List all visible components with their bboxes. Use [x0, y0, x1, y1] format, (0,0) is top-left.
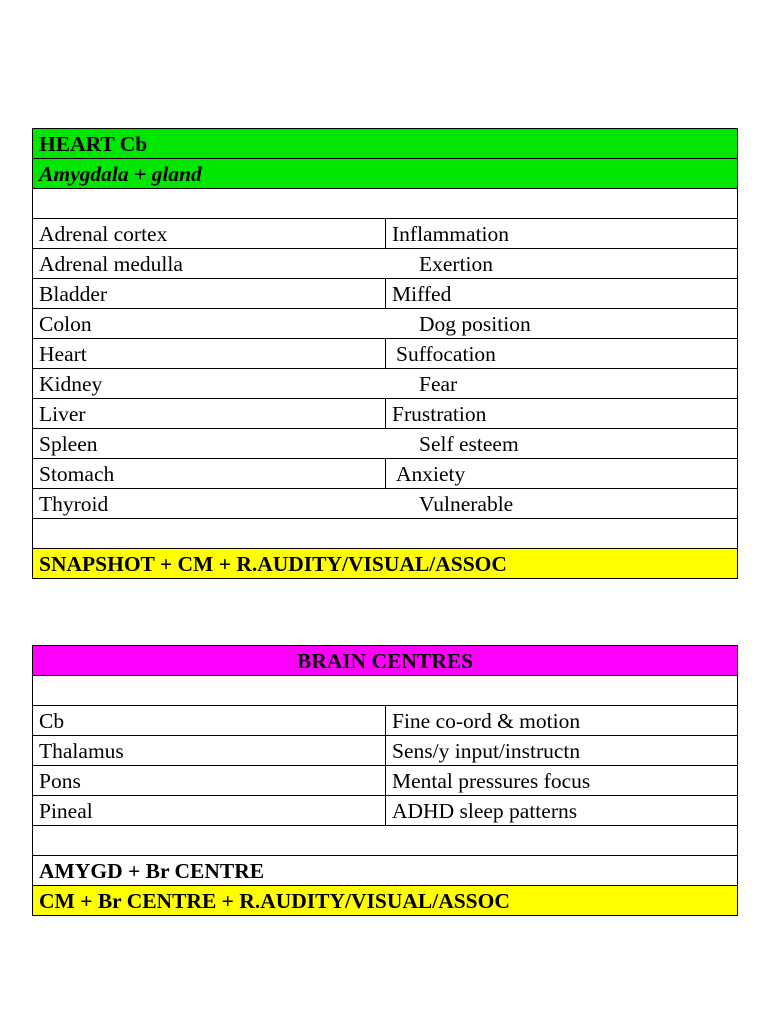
organ-cell: Kidney: [39, 371, 103, 396]
table-subheader: [33, 159, 737, 189]
table-row: [33, 706, 737, 736]
table-row: [33, 399, 737, 429]
function-cell: Sens/y input/instructn: [385, 736, 737, 765]
centre-cell: Pineal: [39, 798, 93, 823]
table-title: HEART Cb: [39, 131, 148, 156]
organ-cell: Stomach: [39, 461, 115, 486]
centre-cell: Pons: [39, 768, 81, 793]
table-row: [33, 459, 737, 489]
emotion-cell: Inflammation: [385, 219, 737, 248]
emotion-cell: Vulnerable: [419, 491, 514, 516]
emotion-cell: Self esteem: [419, 431, 519, 456]
table-row: [33, 219, 737, 249]
table-footer: [33, 856, 737, 886]
table-header: [33, 129, 737, 159]
centre-cell: Cb: [39, 708, 65, 733]
table-row: [33, 339, 737, 369]
footer-text: SNAPSHOT + CM + R.AUDITY/VISUAL/ASSOC: [39, 551, 507, 576]
emotion-cell: Miffed: [385, 279, 737, 308]
function-cell: ADHD sleep patterns: [385, 796, 737, 825]
table-footer-highlight: [33, 886, 737, 916]
emotion-cell: Fear: [419, 371, 458, 396]
emotion-cell: Exertion: [419, 251, 494, 276]
organ-cell: Adrenal medulla: [39, 251, 183, 276]
empty-row: [33, 676, 737, 706]
organ-cell: Bladder: [39, 281, 108, 306]
function-cell: Mental pressures focus: [385, 766, 737, 795]
empty-row: [33, 189, 737, 219]
table-title: BRAIN CENTRES: [296, 648, 474, 673]
emotion-cell: Suffocation: [385, 339, 737, 368]
footer-text: AMYGD + Br CENTRE: [39, 858, 265, 883]
empty-row: [33, 519, 737, 549]
table-row: [33, 279, 737, 309]
footer-text: CM + Br CENTRE + R.AUDITY/VISUAL/ASSOC: [39, 888, 510, 913]
table-row: [33, 249, 737, 279]
organ-cell: Adrenal cortex: [39, 221, 168, 246]
table-row: [33, 766, 737, 796]
emotion-cell: Dog position: [419, 311, 531, 336]
function-cell: Fine co-ord & motion: [385, 706, 737, 735]
brain-centres-table: [32, 645, 738, 916]
table-row: [33, 736, 737, 766]
organ-cell: Spleen: [39, 431, 98, 456]
table-header: [33, 646, 737, 676]
table-row: [33, 489, 737, 519]
emotion-cell: Frustration: [385, 399, 737, 428]
table-row: [33, 369, 737, 399]
table-row: [33, 796, 737, 826]
organ-cell: Colon: [39, 311, 92, 336]
organ-cell: Heart: [39, 341, 87, 366]
emotion-cell: Anxiety: [385, 459, 737, 488]
organ-cell: Liver: [39, 401, 86, 426]
centre-cell: Thalamus: [39, 738, 124, 763]
empty-row: [33, 826, 737, 856]
table-subtitle: Amygdala + gland: [39, 161, 202, 186]
organ-cell: Thyroid: [39, 491, 109, 516]
table-footer: [33, 549, 737, 579]
heart-cb-table: [32, 128, 738, 579]
table-row: [33, 429, 737, 459]
table-row: [33, 309, 737, 339]
